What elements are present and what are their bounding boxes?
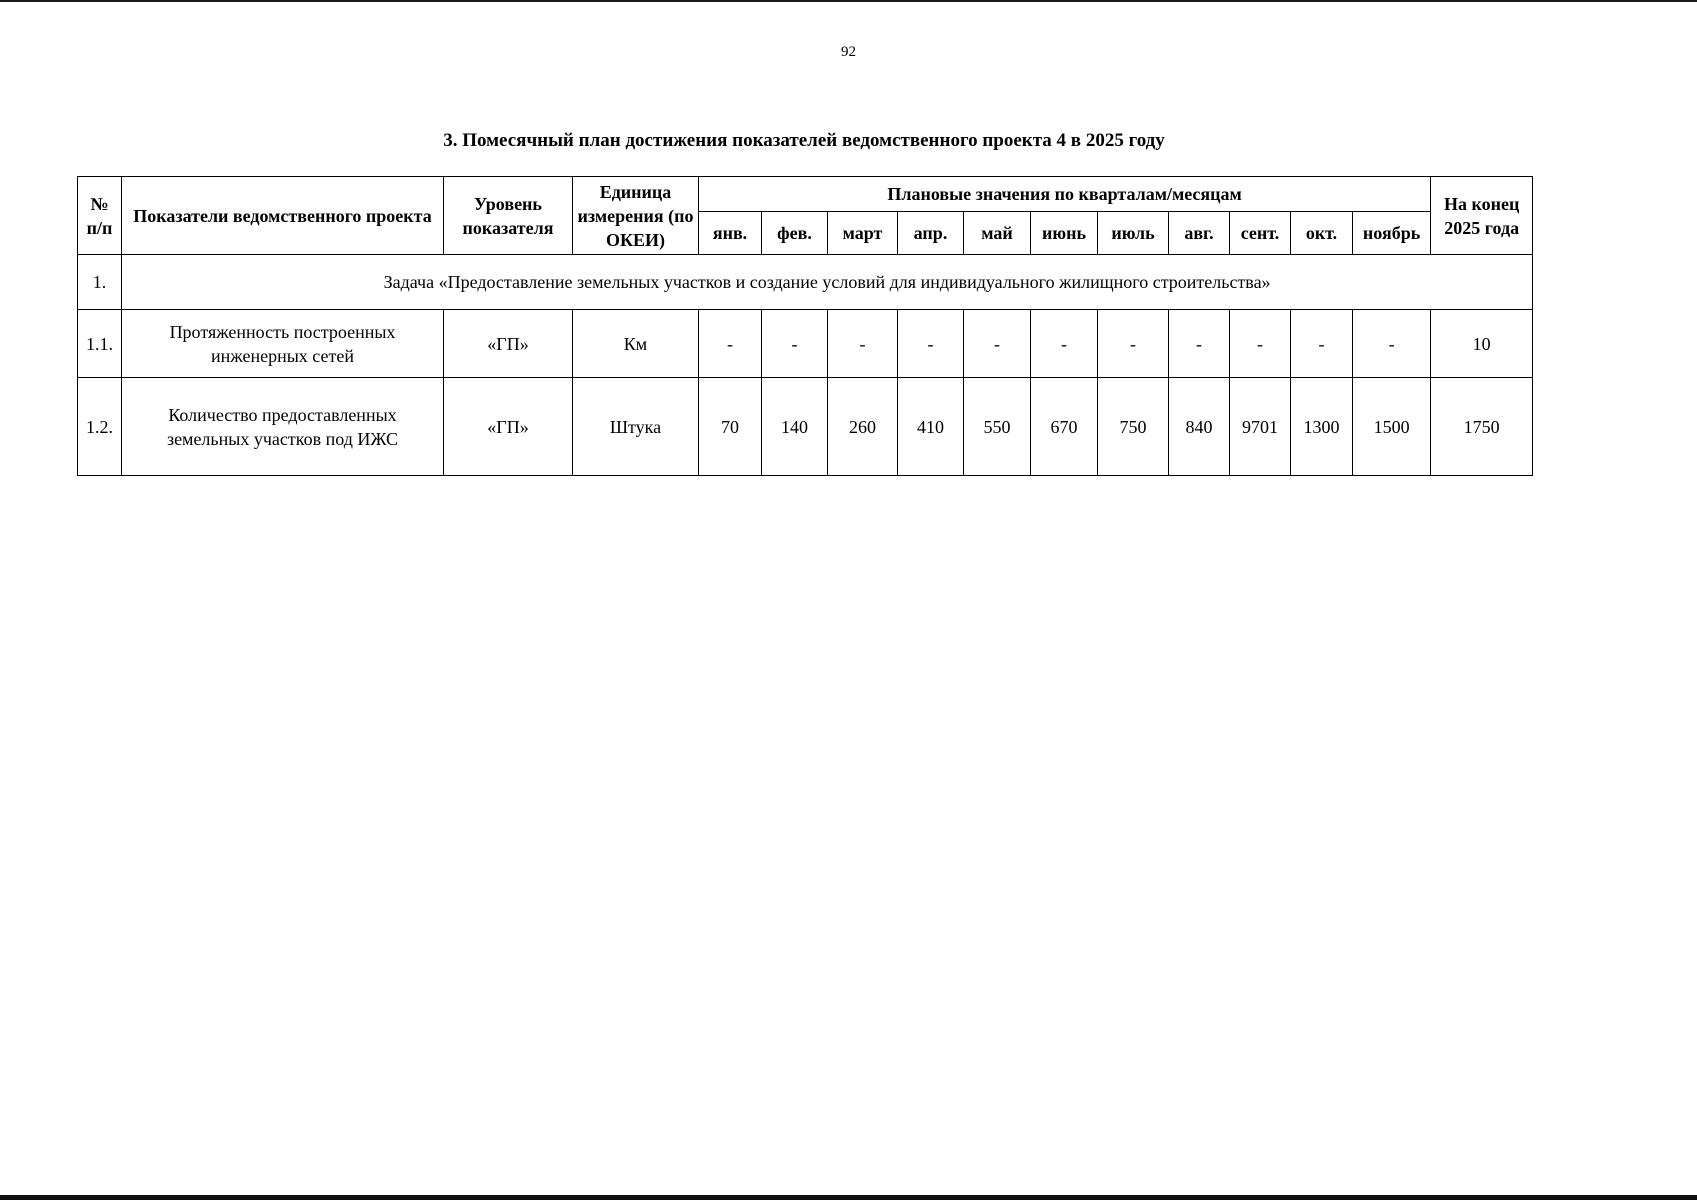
- row-month-value: -: [762, 310, 828, 378]
- document-title: 3. Помесячный план достижения показателей ведомственного проекта 4 в 2025 году: [443, 130, 1165, 151]
- row-month-value: -: [1230, 310, 1291, 378]
- row-month-value: 260: [828, 378, 898, 476]
- row-level: «ГП»: [444, 378, 573, 476]
- row-month-value: -: [1353, 310, 1431, 378]
- row-month-value: -: [699, 310, 762, 378]
- header-month: фев.: [762, 212, 828, 255]
- row-end-of-year: 1750: [1431, 378, 1533, 476]
- row-month-value: 1500: [1353, 378, 1431, 476]
- row-month-value: -: [964, 310, 1031, 378]
- header-month: янв.: [699, 212, 762, 255]
- row-end-of-year: 10: [1431, 310, 1533, 378]
- header-num: № п/п: [78, 177, 122, 255]
- row-month-value: 410: [898, 378, 964, 476]
- row-unit: Км: [573, 310, 699, 378]
- row-month-value: 750: [1098, 378, 1169, 476]
- header-month: окт.: [1291, 212, 1353, 255]
- row-month-value: -: [898, 310, 964, 378]
- header-end-of-year: На конец 2025 года: [1431, 177, 1533, 255]
- row-level: «ГП»: [444, 310, 573, 378]
- row-month-value: 140: [762, 378, 828, 476]
- header-month: июнь: [1031, 212, 1098, 255]
- task-num: 1.: [78, 255, 122, 310]
- task-text: Задача «Предоставление земельных участков и создание условий для индивидуального жилищного строительства»: [122, 255, 1533, 310]
- table-row: [78, 378, 1533, 476]
- row-num: 1.2.: [78, 378, 122, 476]
- row-month-value: 9701: [1230, 378, 1291, 476]
- page-number: 92: [841, 44, 856, 60]
- row-month-value: 1300: [1291, 378, 1353, 476]
- table-row: [78, 310, 1533, 378]
- row-month-value: -: [828, 310, 898, 378]
- row-month-value: -: [1098, 310, 1169, 378]
- row-indicator: Протяженность построенных инженерных сетей: [122, 310, 444, 378]
- task-row: [78, 255, 1533, 310]
- row-month-value: 70: [699, 378, 762, 476]
- row-month-value: -: [1169, 310, 1230, 378]
- row-month-value: 550: [964, 378, 1031, 476]
- monthly-plan-table: [77, 176, 1533, 476]
- row-unit: Штука: [573, 378, 699, 476]
- row-month-value: -: [1031, 310, 1098, 378]
- header-unit: Единица измерения (по ОКЕИ): [573, 177, 699, 255]
- row-num: 1.1.: [78, 310, 122, 378]
- header-indicator: Показатели ведомственного проекта: [122, 177, 444, 255]
- header-month: июль: [1098, 212, 1169, 255]
- row-month-value: 840: [1169, 378, 1230, 476]
- header-month: авг.: [1169, 212, 1230, 255]
- header-month: май: [964, 212, 1031, 255]
- header-month: ноябрь: [1353, 212, 1431, 255]
- row-month-value: -: [1291, 310, 1353, 378]
- header-month: март: [828, 212, 898, 255]
- header-month: сент.: [1230, 212, 1291, 255]
- scan-top-edge: [0, 0, 1697, 2]
- header-level: Уровень показателя: [444, 177, 573, 255]
- row-month-value: 670: [1031, 378, 1098, 476]
- header-month: апр.: [898, 212, 964, 255]
- scan-bottom-edge: [0, 1195, 1697, 1200]
- row-indicator: Количество предоставленных земельных участков под ИЖС: [122, 378, 444, 476]
- header-planned-values: Плановые значения по кварталам/месяцам: [699, 177, 1431, 212]
